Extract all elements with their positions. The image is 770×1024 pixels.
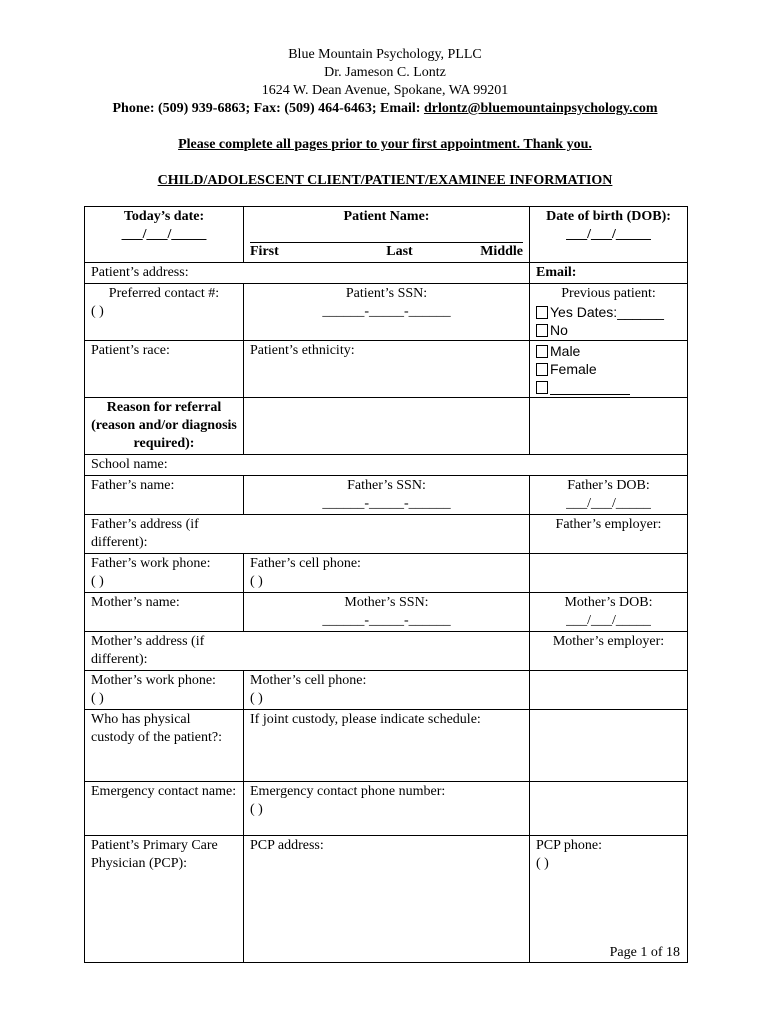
first-label: First <box>250 244 279 259</box>
patient-ethnicity-cell[interactable] <box>244 341 530 398</box>
mother-employer-cell[interactable] <box>530 632 688 671</box>
checkbox-icon[interactable] <box>536 345 548 358</box>
patient-ssn-cell[interactable] <box>244 284 530 341</box>
pcp-address-cell[interactable] <box>244 836 530 963</box>
father-dob-cell[interactable] <box>530 476 688 515</box>
patient-address-cell[interactable] <box>85 263 530 284</box>
patient-ethnicity-label: Patient’s ethnicity: <box>250 343 355 358</box>
previous-patient-label: Previous patient: <box>561 286 656 301</box>
mother-work-phone-paren: ( ) <box>91 691 104 706</box>
patient-address-label: Patient’s address: <box>91 265 189 280</box>
father-address-cell[interactable] <box>85 515 530 554</box>
mother-work-phone-label: Mother’s work phone: <box>91 673 216 688</box>
doctor-name: Dr. Jameson C. Lontz <box>324 65 446 80</box>
emergency-phone-label: Emergency contact phone number: <box>250 784 446 799</box>
referral-extra-cell[interactable] <box>530 398 688 455</box>
letterhead <box>0 46 770 118</box>
father-work-phone-paren: ( ) <box>91 574 104 589</box>
father-cell-phone-cell[interactable] <box>244 554 530 593</box>
todays-date-blank: ___/___/_____ <box>121 227 207 242</box>
other-gender-blank[interactable] <box>550 380 630 395</box>
pcp-phone-label: PCP phone: <box>536 838 602 853</box>
custody-schedule-cell[interactable] <box>244 710 530 782</box>
form-title: CHILD/ADOLESCENT CLIENT/PATIENT/EXAMINEE INFORMATION <box>157 173 613 188</box>
mother-ssn-blank: ______-_____-______ <box>322 613 451 628</box>
pcp-label: Patient’s Primary Care Physician (PCP): <box>91 838 218 871</box>
pcp-phone-paren: ( ) <box>536 856 549 871</box>
contact-line <box>0 100 770 118</box>
father-ssn-cell[interactable] <box>244 476 530 515</box>
custody-cell[interactable] <box>85 710 244 782</box>
previous-yes-option[interactable] <box>536 303 681 321</box>
emergency-contact-cell[interactable] <box>85 782 244 836</box>
previous-no-option[interactable] <box>536 321 681 339</box>
male-label: Male <box>550 343 581 359</box>
father-employer-cell[interactable] <box>530 515 688 554</box>
email-label: Email: <box>536 265 577 280</box>
pcp-address-label: PCP address: <box>250 838 324 853</box>
preferred-contact-paren: ( ) <box>91 304 104 319</box>
patient-name-label: Patient Name: <box>343 209 430 224</box>
mother-cell-phone-label: Mother’s cell phone: <box>250 673 367 688</box>
father-dob-blank: ___/___/_____ <box>566 496 651 511</box>
mother-name-label: Mother’s name: <box>91 595 180 610</box>
mother-name-cell[interactable] <box>85 593 244 632</box>
father-employer-label: Father’s employer: <box>555 517 662 532</box>
middle-label: Middle <box>480 244 523 259</box>
referral-input-cell[interactable] <box>244 398 530 455</box>
mother-work-phone-cell[interactable] <box>85 671 244 710</box>
father-phone-extra-cell[interactable] <box>530 554 688 593</box>
custody-schedule-label: If joint custody, please indicate schedule: <box>250 712 481 727</box>
father-cell-phone-label: Father’s cell phone: <box>250 556 361 571</box>
father-work-phone-cell[interactable] <box>85 554 244 593</box>
practice-name: Blue Mountain Psychology, PLLC <box>288 47 482 62</box>
female-label: Female <box>550 361 597 377</box>
contact-prefix: Phone: (509) 939-6863; Fax: (509) 464-6463; Email: <box>112 101 424 116</box>
school-name-label: School name: <box>91 457 168 472</box>
pcp-cell[interactable] <box>85 836 244 963</box>
female-option[interactable] <box>536 360 681 378</box>
checkbox-icon[interactable] <box>536 381 548 394</box>
preferred-contact-label: Preferred contact #: <box>108 286 220 301</box>
father-ssn-blank: ______-_____-______ <box>322 496 451 511</box>
email-link[interactable]: drlontz@bluemountainpsychology.com <box>423 101 658 116</box>
other-gender-option[interactable] <box>536 378 681 396</box>
dob-cell[interactable] <box>530 207 688 263</box>
custody-extra-cell[interactable] <box>530 710 688 782</box>
patient-race-label: Patient’s race: <box>91 343 170 358</box>
father-work-phone-label: Father’s work phone: <box>91 556 211 571</box>
practice-address: 1624 W. Dean Avenue, Spokane, WA 99201 <box>261 83 509 98</box>
patient-name-line <box>250 226 523 243</box>
todays-date-label: Today’s date: <box>123 209 205 224</box>
email-cell[interactable] <box>530 263 688 284</box>
previous-no-label: No <box>550 322 568 338</box>
last-label: Last <box>386 244 413 259</box>
patient-name-parts <box>250 243 523 261</box>
mother-dob-cell[interactable] <box>530 593 688 632</box>
father-address-label: Father’s address (if different): <box>91 517 199 550</box>
mother-dob-blank: ___/___/_____ <box>566 613 651 628</box>
checkbox-icon[interactable] <box>536 324 548 337</box>
mother-ssn-cell[interactable] <box>244 593 530 632</box>
patient-race-cell[interactable] <box>85 341 244 398</box>
page-number: Page 1 of 18 <box>609 945 680 960</box>
completion-notice: Please complete all pages prior to your first appointment. Thank you. <box>178 137 592 152</box>
mother-ssn-label: Mother’s SSN: <box>344 595 429 610</box>
father-ssn-label: Father’s SSN: <box>347 478 426 493</box>
father-name-label: Father’s name: <box>91 478 175 493</box>
preferred-contact-cell[interactable] <box>85 284 244 341</box>
intake-form-table <box>84 206 688 963</box>
patient-ssn-blank: ______-_____-______ <box>322 304 451 319</box>
dob-blank: ___/___/_____ <box>566 227 651 242</box>
mother-phone-extra-cell[interactable] <box>530 671 688 710</box>
father-dob-label: Father’s DOB: <box>567 478 650 493</box>
emergency-extra-cell[interactable] <box>530 782 688 836</box>
father-cell-phone-paren: ( ) <box>250 574 263 589</box>
mother-cell-phone-cell[interactable] <box>244 671 530 710</box>
referral-label-cell <box>85 398 244 455</box>
mother-dob-label: Mother’s DOB: <box>564 595 653 610</box>
school-name-cell[interactable] <box>85 455 688 476</box>
previous-yes-label: Yes Dates:______ <box>550 304 664 320</box>
custody-label: Who has physical custody of the patient?: <box>91 712 223 745</box>
emergency-phone-cell[interactable] <box>244 782 530 836</box>
patient-ssn-label: Patient’s SSN: <box>345 286 428 301</box>
patient-name-cell[interactable] <box>244 207 530 263</box>
checkbox-icon[interactable] <box>536 363 548 376</box>
mother-cell-phone-paren: ( ) <box>250 691 263 706</box>
mother-address-cell[interactable] <box>85 632 530 671</box>
referral-label: Reason for referral (reason and/or diagnosis required): <box>91 400 237 451</box>
gender-cell <box>530 341 688 398</box>
dob-label: Date of birth (DOB): <box>546 209 671 224</box>
todays-date-cell[interactable] <box>85 207 244 263</box>
emergency-phone-paren: ( ) <box>250 802 263 817</box>
male-option[interactable] <box>536 342 681 360</box>
mother-address-label: Mother’s address (if different): <box>91 634 205 667</box>
emergency-contact-label: Emergency contact name: <box>91 784 237 799</box>
father-name-cell[interactable] <box>85 476 244 515</box>
previous-patient-cell <box>530 284 688 341</box>
checkbox-icon[interactable] <box>536 306 548 319</box>
mother-employer-label: Mother’s employer: <box>552 634 665 649</box>
